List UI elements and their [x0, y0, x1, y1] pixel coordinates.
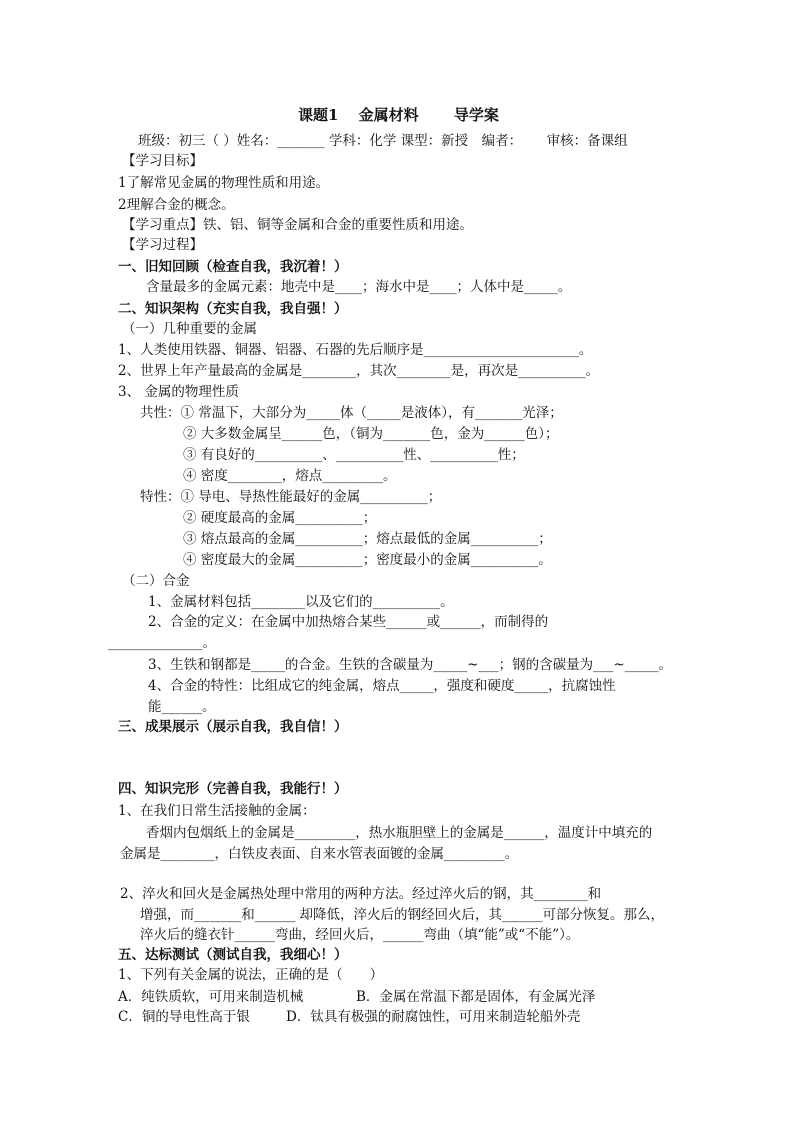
s2-question-1: 1、人类使用铁器、铜器、铝器、石器的先后顺序是_______________________。: [118, 342, 593, 358]
option-a: A．纯铁质软，可用来制造机械: [118, 989, 304, 1005]
special-prop-4: ④ 密度最大的金属__________；密度最小的金属__________。: [183, 552, 552, 568]
common-prop-2: ② 大多数金属呈______色，（铜为_______色，金为______色）；: [183, 426, 559, 442]
key-points: 【学习重点】铁、铝、铜等金属和合金的重要性质和用途。: [122, 217, 473, 233]
option-b: B．金属在常温下都是固体，有金属光泽: [356, 989, 596, 1005]
header-info: 班级：初三（ ）姓名：_______ 学科：化学 课型：新授 编者： 审核：备课组: [138, 133, 628, 149]
alloy-q2: 2、合金的定义：在金属中加热熔合某些______或______，而制得的: [148, 614, 549, 630]
s4-question-2c: 淬火后的缝衣针______弯曲，经回火后，______弯曲（填“能”或“不能”）。: [140, 927, 580, 943]
goal-1: 1了解常见金属的物理性质和用途。: [118, 175, 330, 191]
option-d: D．钛具有极强的耐腐蚀性，可用来制造轮船外壳: [286, 1009, 581, 1025]
page-title: 课题1 金属材料 导学案: [298, 106, 499, 124]
alloy-q4: 4、合金的特性：比组成它的纯金属，熔点_____，强度和硬度_____，抗腐蚀性: [148, 678, 616, 694]
s4-question-2a: 2、淬火和回火是金属热处理中常用的两种方法。经过淬火后的钢，其________和: [120, 886, 602, 902]
option-c: C．铜的导电性高于银: [118, 1009, 250, 1025]
common-prop-4: ④ 密度________，熔点_________。: [183, 468, 397, 484]
alloy-q3: 3、生铁和钢都是_____的合金。生铁的含碳量为_____~___；钢的含碳量为___~_____。: [148, 657, 672, 673]
goal-2: 2理解合金的概念。: [118, 197, 235, 213]
s4-question-2b: 增强，而_______和______ 却降低，淬火后的钢经回火后，其______可部分恢复。那么，: [140, 907, 665, 923]
s2-question-2: 2、世界上年产量最高的金属是________，其次________是，再次是__________。: [118, 363, 600, 379]
alloy-q2-cont: ______________。: [108, 635, 216, 651]
alloy-q4-cont: 能______。: [148, 699, 216, 715]
s2-sub-1: （一）几种重要的金属: [122, 321, 257, 337]
goals-heading: 【学习目标】: [122, 153, 203, 169]
s2-question-3: 3、 金属的物理性质: [118, 384, 239, 400]
special-prop-1: 特性：① 导电、导热性能最好的金属__________；: [140, 489, 442, 505]
alloy-q1: 1、金属材料包括________以及它们的__________。: [148, 594, 454, 610]
s1-question-1: 含量最多的金属元素：地壳中是____；海水中是____；人体中是_____。: [146, 279, 572, 295]
common-prop-1: 共性：① 常温下，大部分为_____体（_____是液体），有_______光泽；: [140, 405, 563, 421]
section-5-heading: 五、达标测试（测试自我，我细心！）: [118, 947, 348, 963]
section-2-heading: 二、知识架构（充实自我，我自强！）: [118, 301, 348, 317]
section-4-heading: 四、知识完形（完善自我，我能行！）: [118, 781, 348, 797]
section-3-heading: 三、成果展示（展示自我，我自信！）: [118, 719, 348, 735]
s4-question-1a: 香烟内包烟纸上的金属是_________，热水瓶胆壁上的金属是______，温度计中填充的: [146, 825, 653, 841]
s4-question-1b: 金属是________，白铁皮表面、自来水管表面镀的金属_________。: [120, 846, 519, 862]
s5-question-1: 1、下列有关金属的说法，正确的是（ ）: [118, 967, 384, 983]
special-prop-2: ② 硬度最高的金属__________；: [183, 510, 377, 526]
section-1-heading: 一、旧知回顾（检查自我，我沉着！）: [118, 259, 348, 275]
s4-question-1: 1、在我们日常生活接触的金属：: [118, 803, 316, 819]
process-heading: 【学习过程】: [122, 237, 203, 253]
common-prop-3: ③ 有良好的__________、__________性、__________性；: [183, 447, 525, 463]
special-prop-3: ③ 熔点最高的金属__________；熔点最低的金属__________；: [183, 531, 552, 547]
s2-sub-2: （二）合金: [122, 573, 190, 589]
